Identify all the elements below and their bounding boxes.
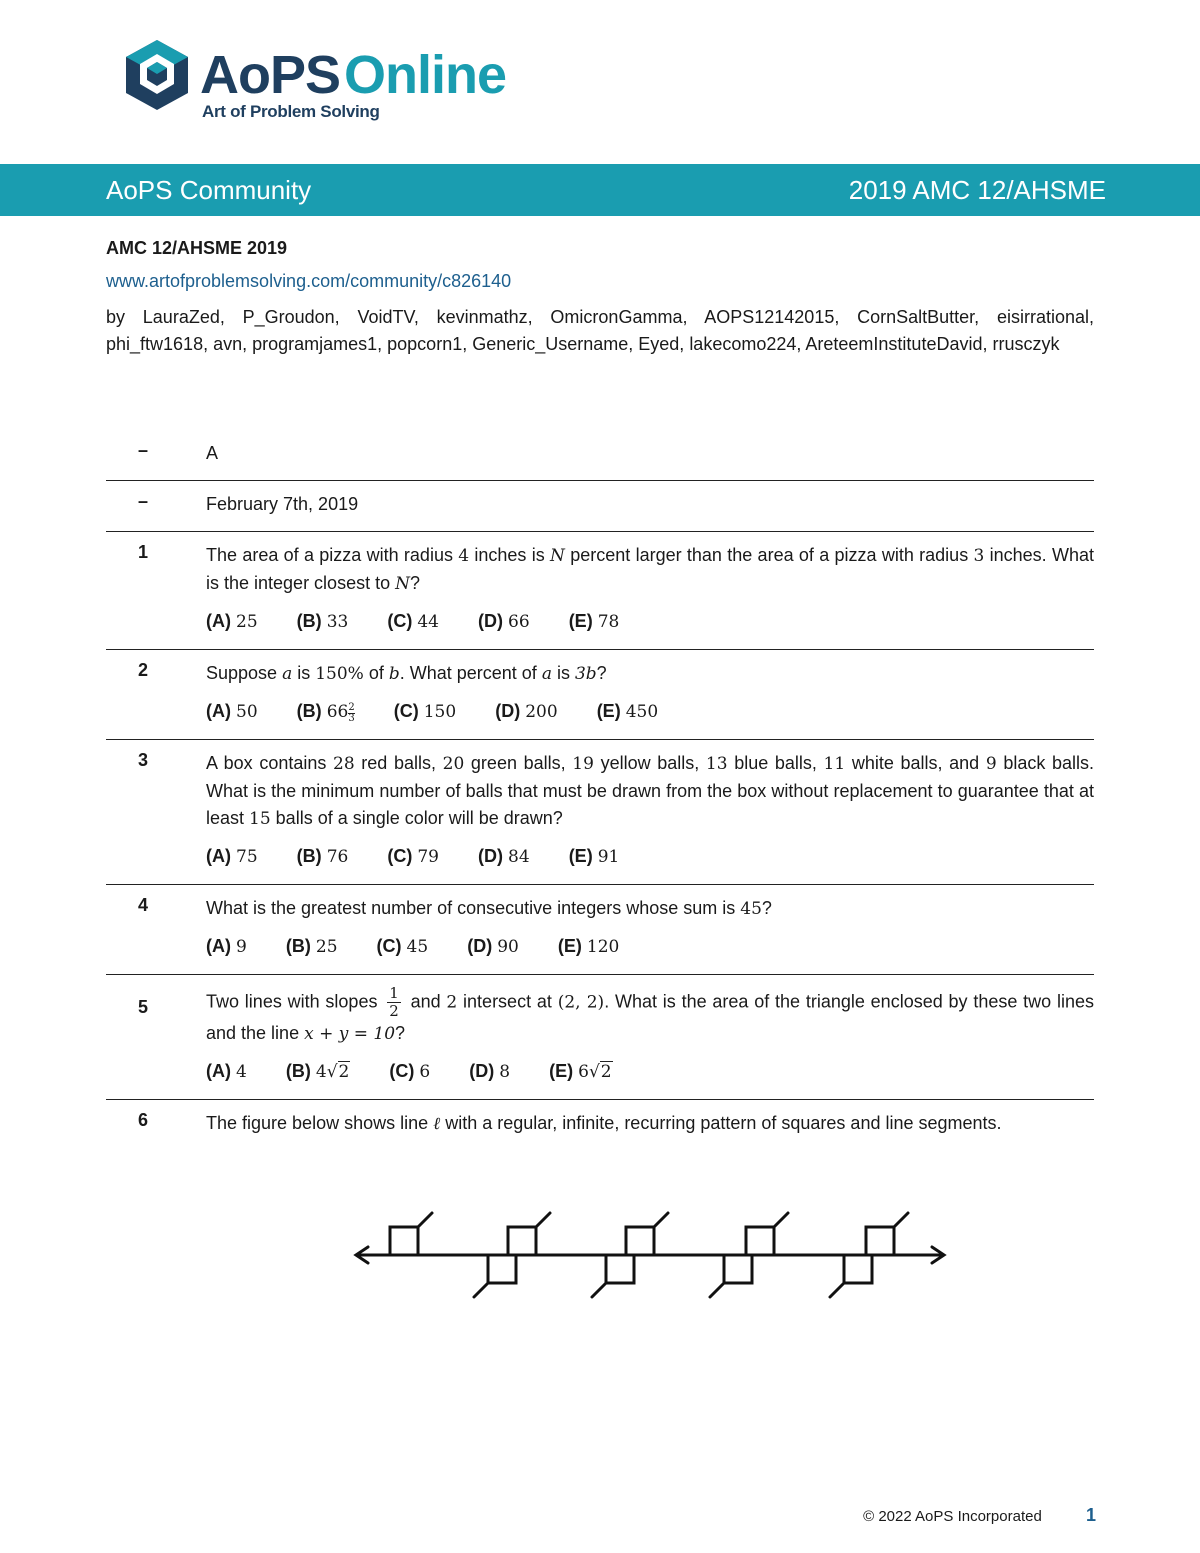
meta-row-test [106,430,1094,481]
answer-choice-d: (D) 66 [478,611,530,632]
lower-segment [592,1283,606,1297]
problem-number: 5 [137,997,148,1017]
problem-2 [106,650,1094,740]
answer-choice-e: (E) 6√2 [549,1061,612,1082]
answer-choice-c: (C) 6 [389,1061,431,1082]
lower-segment [830,1283,844,1297]
upper-segment [536,1213,550,1227]
upper-square [508,1227,536,1255]
answer-choice-a: (A) 75 [206,846,258,867]
banner-contest: 2019 AMC 12/AHSME [848,175,1106,205]
logo-wordmark-main: AoPS [200,45,341,105]
upper-segment [894,1213,908,1227]
lower-square [606,1255,634,1283]
answer-choice-a: (A) 4 [206,1061,247,1082]
problem-5 [106,975,1094,1100]
document-title: AMC 12/AHSME 2019 [106,238,288,258]
answer-choice-d: (D) 90 [467,936,519,957]
problem-5-choices [206,1058,1094,1086]
answer-choice-a: (A) 25 [206,611,258,632]
problem-3-statement: A box contains 28 red balls, 20 green balls, 19 yellow balls, 13 blue balls, 11 white balls, and 9 black balls. What is the minimum number of balls that must be drawn from the box without replacement to guarantee that at least 15 balls of a single color will be drawn? [206,753,1095,829]
problem-5-statement: Two lines with slopes $\frac{1}{2}$ and 2 intersect at (2, 2). What is the area of the triangle enclosed by these two lines and the line x + y = 10? [206,984,1094,1044]
problem-number: 4 [137,895,148,915]
problem-number: 2 [137,660,148,680]
problem-6-statement: The figure below shows line ℓ with a regular, infinite, recurring pattern of squares and line segments. [206,1113,1002,1134]
answer-choice-b: (B) 76 [296,846,349,867]
problem-6 [106,1100,1094,1151]
header-banner [0,164,1200,216]
answer-choice-e: (E) 450 [596,701,659,722]
meta-test-label: A [206,443,219,463]
square-pattern-figure [350,1205,950,1305]
lower-square [844,1255,872,1283]
copyright-notice: © 2022 AoPS Incorporated [863,1508,1042,1525]
problem-number: 3 [137,750,148,770]
answer-choice-a: (A) 9 [206,936,247,957]
upper-segment [654,1213,668,1227]
answer-choice-c: (C) 45 [376,936,429,957]
problem-4 [106,885,1094,975]
page-footer [863,1505,1096,1526]
square-root: √2 [588,1062,612,1082]
problem-2-statement: Suppose a is 150% of b. What percent of a is 3b? [206,663,607,684]
answer-choice-d: (D) 200 [495,701,558,722]
page-number: 1 [1085,1505,1096,1525]
problem-3-choices [206,843,1094,871]
problem-number: 6 [137,1110,148,1130]
aops-online-logo[interactable] [124,38,524,128]
slope-fraction: $\frac{1}{2}$ [389,984,399,1020]
answer-choice-b: (B) 4√2 [285,1061,350,1082]
lower-square [488,1255,516,1283]
answer-choice-e: (E) 78 [568,611,620,632]
author-list: by LauraZed, P_Groudon, VoidTV, kevinmathz, OmicronGamma, AOPS12142015, CornSaltButter, eisirrational, phi_ftw1618, avn, programjames1, popcorn1, Generic_Username, Eyed, lakecomo224, AreteemInstituteDavid, rrusczyk [106,307,1094,354]
meta-marker: – [137,440,148,460]
upper-square [626,1227,654,1255]
upper-square [390,1227,418,1255]
answer-choice-c: (C) 150 [393,701,457,722]
answer-choice-b: (B) 25 [285,936,338,957]
answer-choice-d: (D) 84 [478,846,530,867]
logo-tagline: Art of Problem Solving [202,102,380,121]
problem-4-statement: What is the greatest number of consecutive integers whose sum is 45? [206,898,772,919]
aops-cube-logo-icon [124,38,190,112]
answer-choice-b: (B) 66 $\frac{2}{3}$ [296,701,355,724]
answer-choice-b: (B) 33 [296,611,349,632]
banner-community: AoPS Community [106,175,312,205]
problem-3 [106,740,1094,885]
upper-square [866,1227,894,1255]
logo-wordmark [200,40,506,110]
problem-2-choices [206,698,1094,726]
meta-date: February 7th, 2019 [206,494,359,514]
meta-row-date [106,481,1094,532]
upper-segment [774,1213,788,1227]
problem-number: 1 [137,542,148,562]
answer-choice-a: (A) 50 [206,701,258,722]
lower-segment [710,1283,724,1297]
mixed-fraction: $\frac{2}{3}$ [348,702,355,724]
document-header [106,238,1094,358]
community-link[interactable]: www.artofproblemsolving.com/community/c826140 [106,271,512,291]
problem-4-choices [206,933,1094,961]
upper-segment [418,1213,432,1227]
logo-wordmark-accent: Online [344,45,507,105]
problem-1 [106,532,1094,650]
answer-choice-d: (D) 8 [469,1061,511,1082]
meta-marker: – [137,491,148,511]
lower-segment [474,1283,488,1297]
problem-1-statement: The area of a pizza with radius 4 inches is N percent larger than the area of a pizza with radius 3 inches. What is the integer closest to N? [206,545,1094,594]
problem-1-choices [206,608,1094,636]
answer-choice-c: (C) 79 [387,846,439,867]
problem-table [106,430,1094,1151]
lower-square [724,1255,752,1283]
answer-choice-e: (E) 91 [568,846,620,867]
upper-square [746,1227,774,1255]
answer-choice-e: (E) 120 [557,936,620,957]
answer-choice-c: (C) 44 [387,611,439,632]
square-root: √2 [326,1062,350,1082]
